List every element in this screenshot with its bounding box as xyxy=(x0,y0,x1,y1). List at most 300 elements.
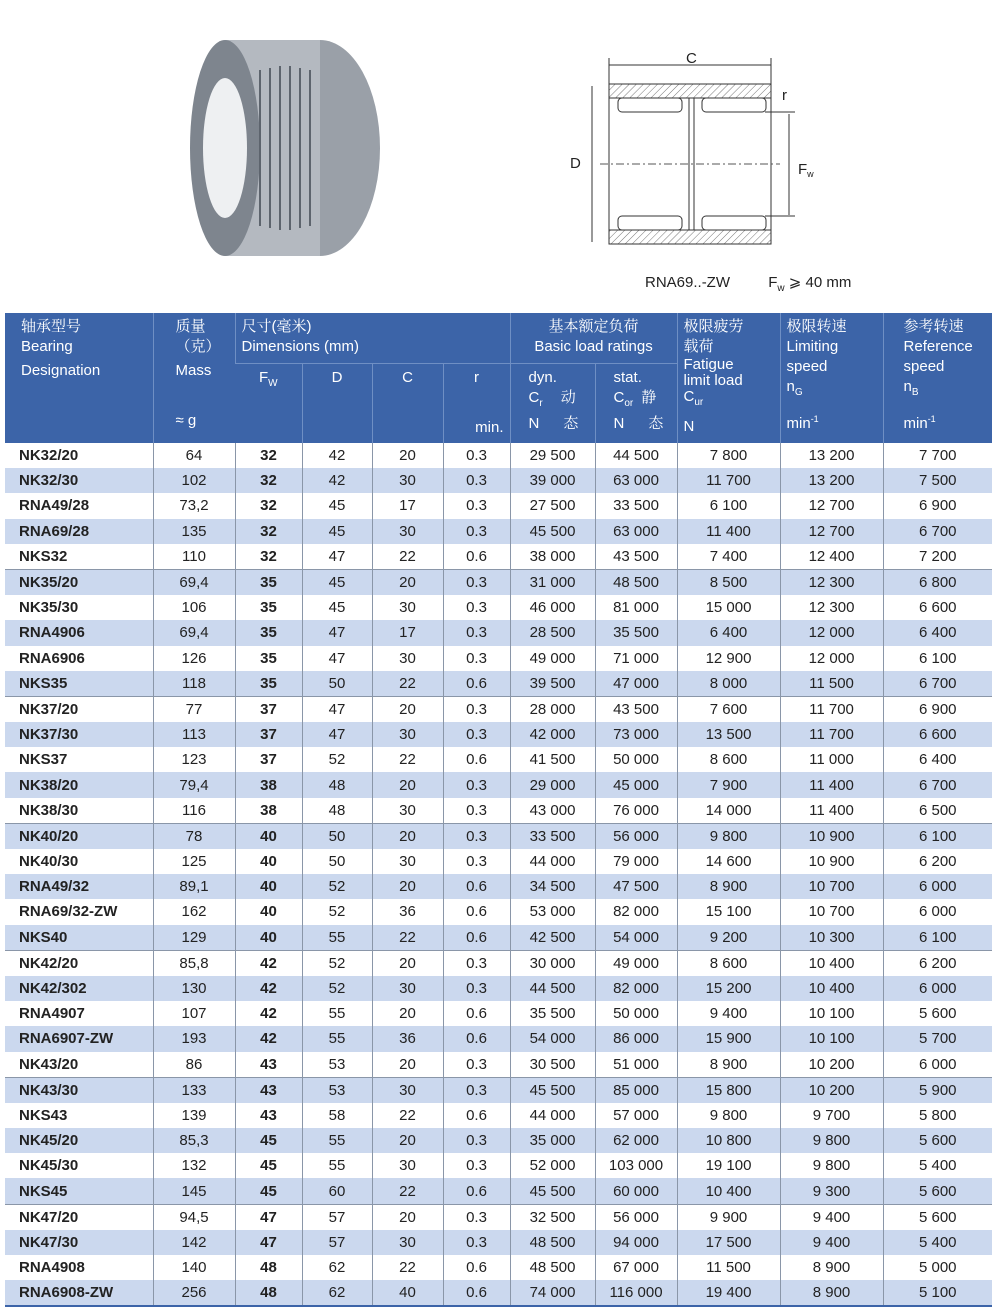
cell-reference-speed: 6 100 xyxy=(883,823,992,849)
cell-reference-speed: 5 600 xyxy=(883,1178,992,1204)
cell-mass: 162 xyxy=(153,899,235,924)
table-row xyxy=(5,772,992,797)
cell-limiting-speed: 9 700 xyxy=(780,1103,883,1128)
table-row xyxy=(5,925,992,951)
dim-d-label: D xyxy=(570,155,581,172)
cell-dyn: 27 500 xyxy=(510,493,595,518)
cell-fw: 47 xyxy=(235,1230,302,1255)
cell-designation: RNA6908-ZW xyxy=(5,1280,153,1306)
cell-reference-speed: 5 400 xyxy=(883,1230,992,1255)
cell-r: 0.6 xyxy=(443,671,510,697)
table-row xyxy=(5,1103,992,1128)
header-c: C xyxy=(372,364,443,444)
cell-dyn: 30 000 xyxy=(510,950,595,976)
cell-reference-speed: 5 000 xyxy=(883,1255,992,1280)
cell-d: 45 xyxy=(302,569,372,595)
cell-stat: 50 000 xyxy=(595,747,677,772)
cell-dyn: 29 500 xyxy=(510,443,595,468)
cell-stat: 60 000 xyxy=(595,1178,677,1204)
cell-stat: 82 000 xyxy=(595,899,677,924)
cell-mass: 126 xyxy=(153,646,235,671)
cell-fw: 42 xyxy=(235,976,302,1001)
cell-c: 20 xyxy=(372,696,443,722)
cell-fw: 45 xyxy=(235,1178,302,1204)
cell-r: 0.6 xyxy=(443,925,510,951)
cell-d: 47 xyxy=(302,620,372,645)
cell-limiting-speed: 11 000 xyxy=(780,747,883,772)
cell-mass: 123 xyxy=(153,747,235,772)
cell-d: 50 xyxy=(302,671,372,697)
cell-dyn: 48 500 xyxy=(510,1230,595,1255)
cell-r: 0.6 xyxy=(443,874,510,899)
cell-reference-speed: 5 900 xyxy=(883,1077,992,1103)
cell-designation: NK32/30 xyxy=(19,472,79,490)
cell-reference-speed: 6 200 xyxy=(883,849,992,874)
cell-stat: 63 000 xyxy=(595,519,677,544)
cell-designation: NK35/20 xyxy=(19,574,79,592)
cell-designation: NK38/20 xyxy=(19,776,79,794)
cell-mass: 107 xyxy=(153,1001,235,1026)
table-row xyxy=(5,1052,992,1078)
cell-dyn: 43 000 xyxy=(510,798,595,824)
cell-r: 0.6 xyxy=(443,1103,510,1128)
cell-mass: 129 xyxy=(153,925,235,951)
cell-designation: NK37/30 xyxy=(19,726,79,744)
cell-r: 0.3 xyxy=(443,468,510,493)
cell-stat: 82 000 xyxy=(595,976,677,1001)
cell-fw: 43 xyxy=(235,1052,302,1078)
cell-r: 0.6 xyxy=(443,1255,510,1280)
cell-fw: 32 xyxy=(235,468,302,493)
cell-fatigue: 12 900 xyxy=(677,646,780,671)
table-row xyxy=(5,646,992,671)
header-d: D xyxy=(302,364,372,444)
cell-stat: 47 500 xyxy=(595,874,677,899)
cell-fatigue: 6 100 xyxy=(677,493,780,518)
cell-stat: 63 000 xyxy=(595,468,677,493)
cell-r: 0.3 xyxy=(443,823,510,849)
cell-c: 30 xyxy=(372,722,443,747)
cell-mass: 73,2 xyxy=(153,493,235,518)
cell-r: 0.3 xyxy=(443,1204,510,1230)
cell-fatigue: 7 600 xyxy=(677,696,780,722)
cell-mass: 64 xyxy=(153,443,235,468)
cell-d: 52 xyxy=(302,899,372,924)
cell-c: 30 xyxy=(372,519,443,544)
cell-c: 20 xyxy=(372,443,443,468)
cell-c: 22 xyxy=(372,671,443,697)
cell-dyn: 45 500 xyxy=(510,1077,595,1103)
cell-fw: 37 xyxy=(235,696,302,722)
cell-fatigue: 8 600 xyxy=(677,950,780,976)
cell-reference-speed: 6 700 xyxy=(883,519,992,544)
cell-r: 0.6 xyxy=(443,1026,510,1051)
cell-limiting-speed: 13 200 xyxy=(780,443,883,468)
cell-dyn: 44 500 xyxy=(510,976,595,1001)
cell-dyn: 74 000 xyxy=(510,1280,595,1306)
cell-c: 22 xyxy=(372,925,443,951)
bearing-photo xyxy=(170,28,400,260)
header-fw: $F_W$ xyxy=(235,364,302,444)
cell-limiting-speed: 9 800 xyxy=(780,1128,883,1153)
cell-mass: 139 xyxy=(153,1103,235,1128)
cell-mass: 133 xyxy=(153,1077,235,1103)
cell-r: 0.6 xyxy=(443,1178,510,1204)
cell-c: 17 xyxy=(372,620,443,645)
cell-mass: 69,4 xyxy=(153,569,235,595)
cell-designation: NKS45 xyxy=(5,1178,153,1204)
cell-designation: NK40/30 xyxy=(19,853,79,871)
cell-dyn: 54 000 xyxy=(510,1026,595,1051)
cell-dyn: 46 000 xyxy=(510,595,595,620)
cell-limiting-speed: 10 700 xyxy=(780,899,883,924)
cell-reference-speed: 6 700 xyxy=(883,772,992,797)
cell-d: 55 xyxy=(302,1001,372,1026)
cell-stat: 50 000 xyxy=(595,1001,677,1026)
cell-stat: 45 000 xyxy=(595,772,677,797)
header-dimensions: 尺寸(毫米) Dimensions (mm) xyxy=(235,313,510,364)
cell-r: 0.3 xyxy=(443,772,510,797)
table-row xyxy=(5,1153,992,1178)
cell-d: 55 xyxy=(302,1128,372,1153)
cell-fatigue: 8 500 xyxy=(677,569,780,595)
cell-reference-speed: 6 000 xyxy=(883,1052,992,1078)
cell-c: 20 xyxy=(372,950,443,976)
cell-dyn: 33 500 xyxy=(510,823,595,849)
cell-d: 57 xyxy=(302,1230,372,1255)
cell-mass: 94,5 xyxy=(153,1204,235,1230)
cell-c: 20 xyxy=(372,772,443,797)
cell-designation: NK47/30 xyxy=(19,1233,79,1251)
cell-r: 0.3 xyxy=(443,595,510,620)
cell-fatigue: 9 900 xyxy=(677,1204,780,1230)
cell-fw: 47 xyxy=(235,1204,302,1230)
cell-stat: 73 000 xyxy=(595,722,677,747)
cell-dyn: 48 500 xyxy=(510,1255,595,1280)
cell-dyn: 29 000 xyxy=(510,772,595,797)
cell-designation: RNA4908 xyxy=(19,1259,85,1277)
cell-fatigue: 13 500 xyxy=(677,722,780,747)
cell-mass: 106 xyxy=(153,595,235,620)
table-row xyxy=(5,519,992,544)
cell-limiting-speed: 10 300 xyxy=(780,925,883,951)
cell-d: 55 xyxy=(302,1026,372,1051)
cell-fw: 48 xyxy=(235,1280,302,1306)
cell-stat: 44 500 xyxy=(595,443,677,468)
table-row xyxy=(5,595,992,620)
cell-fw: 48 xyxy=(235,1255,302,1280)
cell-stat: 51 000 xyxy=(595,1052,677,1078)
cell-d: 52 xyxy=(302,950,372,976)
table-row xyxy=(5,1001,992,1026)
cell-fw: 32 xyxy=(235,443,302,468)
cell-d: 47 xyxy=(302,696,372,722)
cell-designation: NK43/20 xyxy=(5,1052,153,1078)
cell-dyn: 28 000 xyxy=(510,696,595,722)
cell-stat: 48 500 xyxy=(595,569,677,595)
cell-reference-speed: 7 500 xyxy=(883,468,992,493)
cell-dyn: 42 500 xyxy=(510,925,595,951)
cell-d: 58 xyxy=(302,1103,372,1128)
cell-reference-speed: 6 400 xyxy=(883,620,992,645)
table-row xyxy=(5,1128,992,1153)
cell-limiting-speed: 8 900 xyxy=(780,1255,883,1280)
cell-d: 42 xyxy=(302,468,372,493)
cell-mass: 125 xyxy=(153,849,235,874)
table-row xyxy=(5,1280,992,1306)
table-row xyxy=(5,620,992,645)
cell-designation: RNA6906 xyxy=(19,649,85,667)
cell-limiting-speed: 9 400 xyxy=(780,1204,883,1230)
cell-fw: 42 xyxy=(235,1001,302,1026)
table-row xyxy=(5,950,992,976)
cell-stat: 33 500 xyxy=(595,493,677,518)
cell-limiting-speed: 10 100 xyxy=(780,1026,883,1051)
cell-fw: 38 xyxy=(235,798,302,824)
cell-d: 47 xyxy=(302,544,372,570)
cell-fatigue: 6 400 xyxy=(677,620,780,645)
cell-mass: 113 xyxy=(153,722,235,747)
cell-reference-speed: 6 100 xyxy=(883,925,992,951)
cell-r: 0.3 xyxy=(443,646,510,671)
cell-mass: 85,8 xyxy=(153,950,235,976)
cell-r: 0.3 xyxy=(443,1077,510,1103)
cell-d: 62 xyxy=(302,1280,372,1306)
cell-fatigue: 8 900 xyxy=(677,1052,780,1078)
cell-limiting-speed: 11 400 xyxy=(780,772,883,797)
cell-r: 0.6 xyxy=(443,1001,510,1026)
cell-mass: 89,1 xyxy=(153,874,235,899)
table-row xyxy=(5,849,992,874)
table-row xyxy=(5,544,992,570)
header-reference-speed: 参考转速 Reference speed $n_B$ $\min^{-1}$ xyxy=(883,313,992,443)
cell-d: 52 xyxy=(302,976,372,1001)
cell-c: 30 xyxy=(372,849,443,874)
cell-mass: 140 xyxy=(153,1255,235,1280)
cell-r: 0.3 xyxy=(443,798,510,824)
cell-limiting-speed: 8 900 xyxy=(780,1280,883,1306)
cell-mass: 116 xyxy=(153,798,235,824)
cell-dyn: 32 500 xyxy=(510,1204,595,1230)
cell-limiting-speed: 10 700 xyxy=(780,874,883,899)
cell-fw: 32 xyxy=(235,544,302,570)
cell-r: 0.3 xyxy=(443,443,510,468)
cell-dyn: 38 000 xyxy=(510,544,595,570)
cell-d: 55 xyxy=(302,925,372,951)
cell-mass: 142 xyxy=(153,1230,235,1255)
cell-reference-speed: 6 800 xyxy=(883,569,992,595)
cell-c: 20 xyxy=(372,1001,443,1026)
cell-reference-speed: 6 200 xyxy=(883,950,992,976)
cell-reference-speed: 6 600 xyxy=(883,722,992,747)
cell-reference-speed: 5 600 xyxy=(883,1204,992,1230)
cell-r: 0.3 xyxy=(443,976,510,1001)
caption-condition: $F_w$ ⩾ 40 mm xyxy=(768,274,852,294)
cell-stat: 86 000 xyxy=(595,1026,677,1051)
cell-fw: 42 xyxy=(235,950,302,976)
cell-fw: 43 xyxy=(235,1077,302,1103)
cell-fw: 35 xyxy=(235,646,302,671)
cell-mass: 86 xyxy=(153,1052,235,1078)
header-dyn: dyn. $C_r$ 动 N 态 xyxy=(510,364,595,444)
cell-dyn: 45 500 xyxy=(510,519,595,544)
cell-dyn: 52 000 xyxy=(510,1153,595,1178)
cell-fatigue: 14 600 xyxy=(677,849,780,874)
cell-fatigue: 11 700 xyxy=(677,468,780,493)
table-row xyxy=(5,722,992,747)
caption-model: RNA69..-ZW xyxy=(645,274,731,291)
cell-fatigue: 10 400 xyxy=(677,1178,780,1204)
cell-d: 45 xyxy=(302,493,372,518)
cell-limiting-speed: 9 800 xyxy=(780,1153,883,1178)
cell-fatigue: 8 900 xyxy=(677,874,780,899)
table-row xyxy=(5,468,992,493)
cell-reference-speed: 5 600 xyxy=(883,1001,992,1026)
cell-d: 47 xyxy=(302,646,372,671)
header-mass: 质量 （克） Mass ≈ g xyxy=(153,313,235,443)
table-row xyxy=(5,798,992,824)
cell-limiting-speed: 11 500 xyxy=(780,671,883,697)
cell-d: 53 xyxy=(302,1077,372,1103)
table-row xyxy=(5,899,992,924)
cell-limiting-speed: 11 700 xyxy=(780,696,883,722)
cell-c: 20 xyxy=(372,823,443,849)
table-row xyxy=(5,696,992,722)
header-load-ratings: 基本额定负荷 Basic load ratings xyxy=(510,313,677,364)
cell-limiting-speed: 12 000 xyxy=(780,646,883,671)
cell-limiting-speed: 12 700 xyxy=(780,519,883,544)
cell-designation: NK45/20 xyxy=(19,1132,79,1150)
cell-fw: 35 xyxy=(235,569,302,595)
table-row xyxy=(5,976,992,1001)
cell-limiting-speed: 10 900 xyxy=(780,849,883,874)
cell-fatigue: 9 400 xyxy=(677,1001,780,1026)
cell-fatigue: 15 000 xyxy=(677,595,780,620)
cell-reference-speed: 5 700 xyxy=(883,1026,992,1051)
cell-d: 48 xyxy=(302,798,372,824)
cell-stat: 79 000 xyxy=(595,849,677,874)
cell-limiting-speed: 12 700 xyxy=(780,493,883,518)
cell-reference-speed: 5 100 xyxy=(883,1280,992,1306)
cell-fatigue: 15 100 xyxy=(677,899,780,924)
cell-stat: 103 000 xyxy=(595,1153,677,1178)
cell-stat: 62 000 xyxy=(595,1128,677,1153)
cell-designation: NK47/20 xyxy=(19,1208,79,1226)
header-limiting-speed: 极限转速 Limiting speed $n_G$ $\min^{-1}$ xyxy=(780,313,883,443)
cell-c: 30 xyxy=(372,1153,443,1178)
cell-dyn: 41 500 xyxy=(510,747,595,772)
cell-designation: RNA4907 xyxy=(19,1005,85,1023)
table-row xyxy=(5,1026,992,1051)
cell-designation: NKS40 xyxy=(5,925,153,951)
table-row xyxy=(5,874,992,899)
cell-mass: 145 xyxy=(153,1178,235,1204)
cell-dyn: 31 000 xyxy=(510,569,595,595)
cell-d: 45 xyxy=(302,595,372,620)
cell-c: 17 xyxy=(372,493,443,518)
cell-fatigue: 8 000 xyxy=(677,671,780,697)
header-r: r min. xyxy=(443,364,510,444)
cell-dyn: 28 500 xyxy=(510,620,595,645)
cell-stat: 49 000 xyxy=(595,950,677,976)
cell-fw: 40 xyxy=(235,874,302,899)
cell-c: 20 xyxy=(372,1204,443,1230)
cell-fatigue: 11 400 xyxy=(677,519,780,544)
cell-stat: 43 500 xyxy=(595,696,677,722)
cell-c: 20 xyxy=(372,569,443,595)
cell-fw: 37 xyxy=(235,722,302,747)
dim-c-label: C xyxy=(686,50,697,67)
cell-d: 47 xyxy=(302,722,372,747)
cell-c: 30 xyxy=(372,1230,443,1255)
cell-fw: 32 xyxy=(235,519,302,544)
cell-dyn: 45 500 xyxy=(510,1178,595,1204)
cell-mass: 85,3 xyxy=(153,1128,235,1153)
cell-dyn: 35 500 xyxy=(510,1001,595,1026)
cell-limiting-speed: 13 200 xyxy=(780,468,883,493)
cell-designation: NKS43 xyxy=(19,1106,68,1124)
cell-fatigue: 15 900 xyxy=(677,1026,780,1051)
cell-d: 62 xyxy=(302,1255,372,1280)
header-designation: 轴承型号 Bearing Designation xyxy=(5,313,153,443)
cell-reference-speed: 6 400 xyxy=(883,747,992,772)
cell-d: 48 xyxy=(302,772,372,797)
cell-designation: NK35/30 xyxy=(19,599,79,617)
cell-stat: 57 000 xyxy=(595,1103,677,1128)
cell-reference-speed: 6 500 xyxy=(883,798,992,824)
cell-reference-speed: 6 000 xyxy=(883,899,992,924)
cell-r: 0.3 xyxy=(443,1153,510,1178)
cell-designation: NK40/20 xyxy=(19,827,79,845)
dim-r-label: r xyxy=(782,87,787,104)
cell-designation: RNA49/28 xyxy=(19,497,90,515)
cell-mass: 193 xyxy=(153,1026,235,1051)
cell-limiting-speed: 12 300 xyxy=(780,595,883,620)
cell-designation: NK37/20 xyxy=(19,700,79,718)
cell-d: 55 xyxy=(302,1153,372,1178)
cell-reference-speed: 7 200 xyxy=(883,544,992,570)
cell-fatigue: 19 400 xyxy=(677,1280,780,1306)
table-row xyxy=(5,823,992,849)
cell-fw: 45 xyxy=(235,1153,302,1178)
cell-fatigue: 14 000 xyxy=(677,798,780,824)
drawing-caption xyxy=(645,273,885,294)
cell-fatigue: 10 800 xyxy=(677,1128,780,1153)
bearing-spec-table xyxy=(5,313,992,1307)
cell-c: 20 xyxy=(372,874,443,899)
cell-fatigue: 9 800 xyxy=(677,823,780,849)
cell-dyn: 53 000 xyxy=(510,899,595,924)
cell-designation: RNA49/32 xyxy=(19,878,90,896)
cell-c: 30 xyxy=(372,1077,443,1103)
table-row xyxy=(5,747,992,772)
cell-r: 0.6 xyxy=(443,544,510,570)
cell-c: 20 xyxy=(372,1128,443,1153)
cell-d: 52 xyxy=(302,874,372,899)
cell-d: 50 xyxy=(302,823,372,849)
table-body xyxy=(5,443,992,1306)
cell-limiting-speed: 10 400 xyxy=(780,976,883,1001)
cell-fw: 40 xyxy=(235,899,302,924)
cell-limiting-speed: 12 000 xyxy=(780,620,883,645)
cell-d: 60 xyxy=(302,1178,372,1204)
cell-designation: NK42/20 xyxy=(19,954,79,972)
cell-designation: RNA69/32-ZW xyxy=(19,903,118,921)
cell-mass: 69,4 xyxy=(153,620,235,645)
cell-reference-speed: 6 600 xyxy=(883,595,992,620)
cell-dyn: 34 500 xyxy=(510,874,595,899)
cell-d: 57 xyxy=(302,1204,372,1230)
